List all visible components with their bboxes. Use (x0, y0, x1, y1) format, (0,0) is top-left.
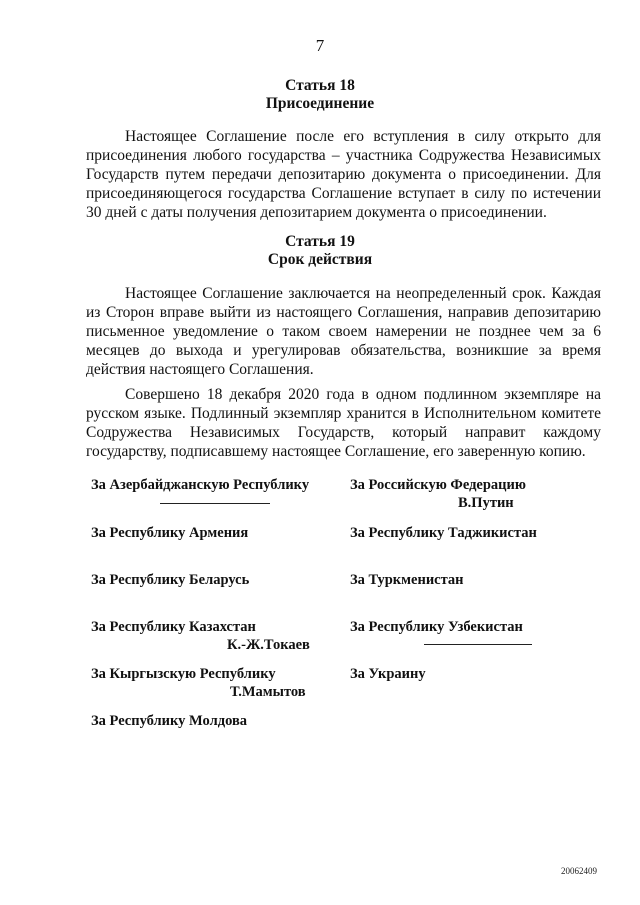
article-19-title: Статья 19 (285, 233, 355, 250)
signature-armenia: За Республику Армения (91, 525, 249, 541)
signature-kyrgyzstan: За Кыргызскую Республику (91, 666, 276, 682)
article-19-heading (0, 233, 640, 269)
signer-kazakhstan: К.-Ж.Токаев (227, 637, 310, 653)
signer-kyrgyzstan: Т.Мамытов (230, 684, 306, 700)
article-19-subtitle: Срок действия (267, 251, 373, 268)
signature-ukraine: За Украину (350, 666, 426, 682)
page-number: 7 (315, 36, 325, 55)
signature-kazakhstan: За Республику Казахстан (91, 619, 256, 635)
document-code: 20062409 (561, 866, 597, 876)
article-18-subtitle: Присоединение (265, 95, 375, 112)
signer-russia: В.Путин (458, 495, 514, 511)
article-18-body: Настоящее Соглашение после его вступления в силу открыто для присоединения любого государства – участника Содружества Независимых Государств путем передачи депозитарию документа о присоединении. Для присоединяющегося государства Соглашение вступает в силу по истечении 30 дней с даты получения депозитарием документа о присоединении. (86, 128, 601, 221)
closing-paragraph: Совершено 18 декабря 2020 года в одном подлинном экземпляре на русском языке. Подлинный экземпляр хранится в Исполнительном комитете Содружества Независимых Государств, который направит каждому государству, подписавшему настоящее Соглашение, его заверенную копию. (86, 386, 601, 460)
article-18-heading (0, 77, 640, 113)
signature-belarus: За Республику Беларусь (91, 572, 250, 588)
signature-turkmenistan: За Туркменистан (350, 572, 464, 588)
signature-russia: За Российскую Федерацию (350, 477, 526, 493)
signature-line-azerbaijan (160, 503, 270, 504)
signature-moldova: За Республику Молдова (91, 713, 248, 729)
article-19-body: Настоящее Соглашение заключается на неопределенный срок. Каждая из Сторон вправе выйти из настоящего Соглашения, направив депозитарию письменное уведомление о таком своем намерении не позднее чем за 6 месяцев до выхода и урегулировав обязательства, возникшие за время действия настоящего Соглашения. (86, 285, 601, 378)
signature-line-uzbekistan (424, 644, 532, 645)
article-18-title: Статья 18 (285, 77, 355, 94)
signature-azerbaijan: За Азербайджанскую Республику (91, 477, 310, 493)
signature-uzbekistan: За Республику Узбекистан (350, 619, 523, 635)
signature-tajikistan: За Республику Таджикистан (350, 525, 537, 541)
